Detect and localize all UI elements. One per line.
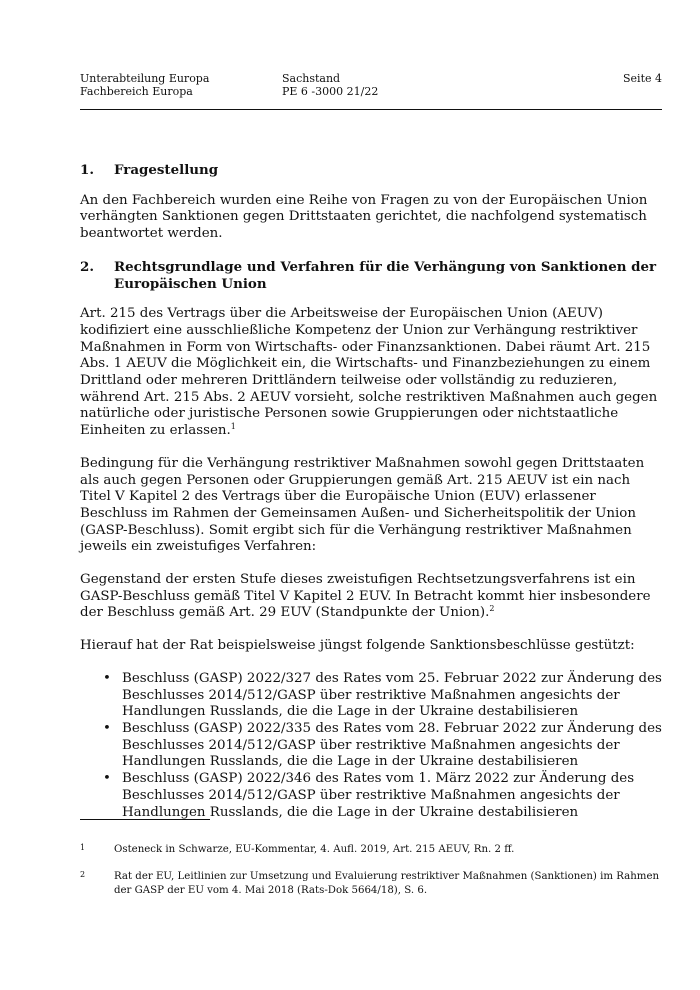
bullet-icon: •: [103, 720, 111, 736]
footnote-ref-2[interactable]: 2: [489, 604, 495, 614]
list-item-text: Beschluss (GASP) 2022/346 des Rates vom 1. März 2022 zur Änderung des Beschlusses 2014/512/GASP über restriktive Maßnahmen angesichts der Handlungen Russlands, die die Lage in der Ukraine destabilisieren: [122, 771, 635, 820]
header-document-number: PE 6 -3000 21/22: [282, 85, 379, 98]
decision-list: [80, 671, 662, 821]
list-item-text: Beschluss (GASP) 2022/327 des Rates vom 25. Februar 2022 zur Änderung des Beschlusses 2014/512/GASP über restriktive Maßnahmen angesichts der Handlungen Russlands, die die Lage in der Ukraine destabilisieren: [122, 670, 662, 720]
list-item: [80, 771, 662, 821]
page-number: Seite 4: [623, 72, 662, 85]
header-department-line1: Unterabteilung Europa: [80, 72, 210, 85]
paragraph-text: Gegenstand der ersten Stufe dieses zweistufigen Rechtsetzungsverfahrens ist ein GASP-Beschluss gemäß Titel V Kapitel 2 EUV. In Betracht kommt hier insbesondere der Beschluss gemäß Art. 29 EUV (Standpunkte der Union).: [80, 572, 651, 621]
footnote-number: 1: [80, 843, 86, 852]
section-2-paragraph-2: Bedingung für die Verhängung restriktiver Maßnahmen sowohl gegen Drittstaaten als auch gegen Personen oder Gruppierungen gemäß Art. 215 AEUV ist ein nach Titel V Kapitel 2 des Vertrags über die Europäische Union (EUV) erlassener Beschluss im Rahmen der Gemeinsamen Außen- und Sicherheitspolitik der Union (GASP-Beschluss). Somit ergibt sich für die Verhängung restriktiver Maßnahmen jeweils ein zweistufiges Verfahren:: [80, 455, 645, 555]
footnotes: [80, 843, 662, 911]
footnote-1: [80, 843, 662, 857]
header-department: [80, 72, 209, 98]
bullet-icon: •: [103, 670, 111, 686]
footnote-2: [80, 870, 662, 898]
page-body: [80, 162, 662, 821]
section-2-title: Rechtsgrundlage und Verfahren für die Verhängung von Sanktionen der Europäischen Union: [114, 258, 657, 292]
section-2-heading: [80, 259, 662, 292]
list-item-text: Beschluss (GASP) 2022/335 des Rates vom 28. Februar 2022 zur Änderung des Beschlusses 2014/512/GASP über restriktive Maßnahmen angesichts der Handlungen Russlands, die die Lage in der Ukraine destabilisieren: [122, 720, 662, 770]
header-divider: [80, 109, 662, 110]
header-document-type: Sachstand: [282, 72, 341, 85]
section-2-paragraph-3: [80, 572, 662, 622]
header-document-info: [282, 72, 378, 98]
footnote-ref-1[interactable]: 1: [230, 422, 236, 432]
page-header: [80, 72, 662, 112]
list-item: [80, 671, 662, 721]
bullet-icon: •: [103, 771, 111, 787]
section-2-paragraph-4: Hierauf hat der Rat beispielsweise jüngst folgende Sanktionsbeschlüsse gestützt:: [80, 638, 635, 654]
section-1-number: 1.: [80, 162, 94, 178]
section-2-paragraph-1: [80, 306, 662, 440]
footnote-divider: [80, 819, 210, 820]
section-1-paragraph: An den Fachbereich wurden eine Reihe von Fragen zu von der Europäischen Union verhängten Sanktionen gegen Drittstaaten gerichtet, die nachfolgend systematisch beantwortet werden.: [80, 192, 648, 242]
paragraph-text: Art. 215 des Vertrags über die Arbeitsweise der Europäischen Union (AEUV) kodifiziert eine ausschließliche Kompetenz der Union zur Verhängung restriktiver Maßnahmen in Form von Wirtschafts- oder Finanzsanktionen. Dabei räumt Art. 215 Abs. 1 AEUV die Möglichkeit ein, die Wirtschafts- und Finanzbeziehungen zu einem Drittland oder mehreren Drittländern teilweise oder vollständig zu reduzieren, während Art. 215 Abs. 2 AEUV vorsieht, solche restriktiven Maßnahmen auch gegen natürliche oder juristische Personen sowie Gruppierungen oder nichtstaatliche Einheiten zu erlassen.: [80, 306, 658, 439]
list-item: [80, 721, 662, 771]
header-department-line2: Fachbereich Europa: [80, 85, 193, 98]
section-2-number: 2.: [80, 258, 94, 275]
footnote-number: 2: [80, 870, 86, 879]
footnote-text: Rat der EU, Leitlinien zur Umsetzung und Evaluierung restriktiver Maßnahmen (Sanktionen) im Rahmen der GASP der EU vom 4. Mai 2018 (Rats-Dok 5664/18), S. 6.: [114, 871, 660, 896]
footnote-text: Osteneck in Schwarze, EU-Kommentar, 4. Aufl. 2019, Art. 215 AEUV, Rn. 2 ff.: [114, 844, 515, 855]
section-1-heading: [80, 162, 662, 179]
section-1-title: Fragestellung: [114, 162, 219, 178]
